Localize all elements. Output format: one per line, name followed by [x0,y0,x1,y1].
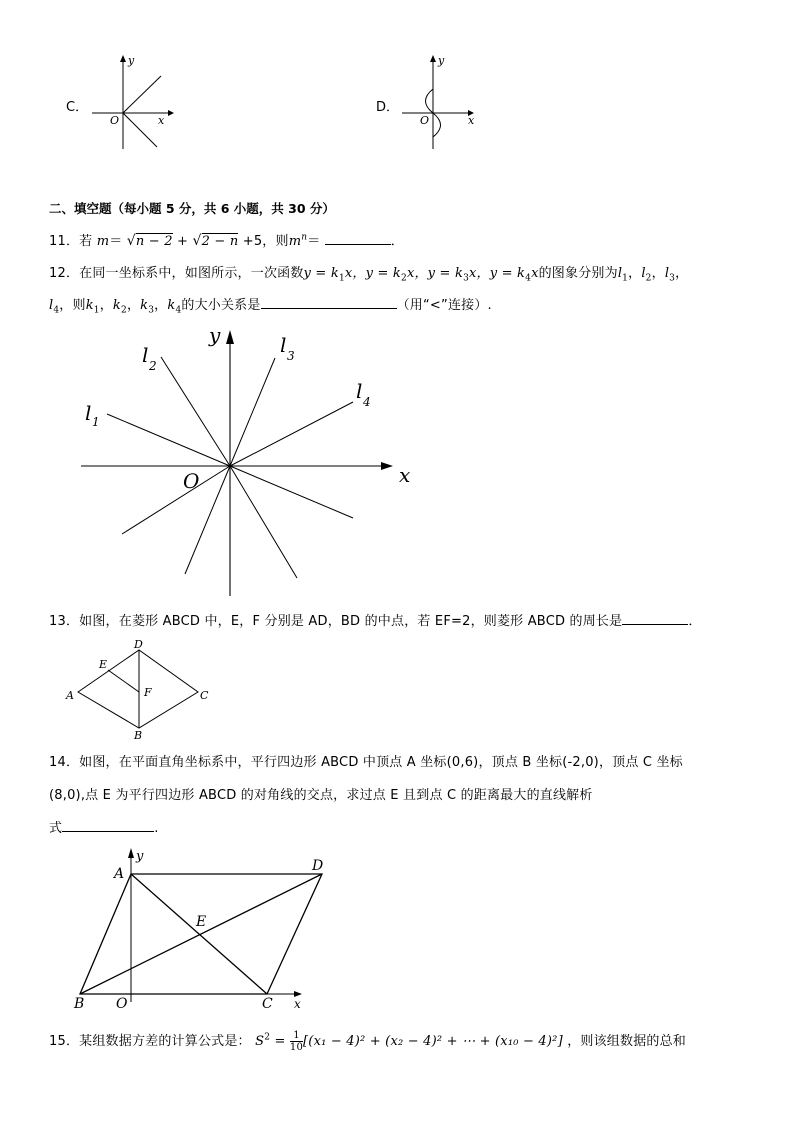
question-11: 11．若 m＝ √n − 2 + √2 − n +5，则$m^n=$ ． [49,232,404,249]
fig12-y-label: y [209,323,221,347]
fig14-label-e: E [196,914,207,930]
sqrt-icon: √ [126,233,136,249]
option-c-graph [90,55,180,155]
question-13: 13．如图，在菱形 ABCD 中，E，F 分别是 AD，BD 的中点，若 EF=2，则菱形 ABCD 的周长是 ． [49,614,702,629]
question-14-line1: 14．如图，在平面直角坐标系中，平行四边形 ABCD 中顶点 A 坐标(0,6)，顶点 B 坐标(-2,0)，顶点 C 坐标 [49,755,683,770]
fig13-label-b: B [134,729,143,742]
fig12-l1-label: l [85,401,92,425]
question-12-line2: $l_4$，则$k_1$，$k_2$，$k_3$，$k_4$的大小关系是 （用“<”连接）. [49,298,492,316]
question-14-line3: 式 . [49,821,159,836]
fig12-l4-label: l [356,379,363,403]
fig14-label-c: C [262,996,273,1012]
fig14-label-o: O [116,996,128,1012]
option-d-origin: O [420,114,430,127]
fig12-l1-sub: 1 [92,415,100,429]
option-c-label: C． [66,100,89,115]
answer-blank-14[interactable] [62,819,154,832]
section-heading: 二、填空题（每小题 5 分，共 6 小题，共 30 分） [49,201,335,216]
figure-13-rhombus [60,636,220,742]
option-c-axis-x: x [158,114,165,127]
fig14-label-x: x [294,997,301,1011]
fig12-origin-label: O [183,469,200,493]
option-d-graph [400,55,490,155]
option-d-label: D． [376,100,400,115]
question-15: 15．某组数据方差的计算公式是： $S^2$ = $\frac{1}{10}$ [(x₁ − 4)² + (x₂ − 4)² + ⋯ + (x₁₀ − 4)²] ，则该组数据的总和 [49,1030,686,1053]
sqrt-icon: √ [192,233,202,249]
figure-12-lines [75,320,425,600]
fig12-l2-label: l [142,343,149,367]
fig14-label-y: y [136,849,144,864]
fig14-label-d: D [312,858,324,874]
fig12-x-label: x [399,463,411,487]
fig12-l3-label: l [280,333,287,357]
fig13-label-e: E [99,658,108,671]
option-c-axis-y: y [128,54,135,67]
fraction-1-10: $\frac{1}{10}$ [289,1030,304,1053]
fig12-l4-sub: 4 [363,395,371,409]
fig14-label-b: B [74,996,85,1012]
answer-blank-13[interactable] [622,612,688,625]
figure-14-parallelogram [70,844,324,1014]
answer-blank-12[interactable] [261,296,397,309]
fig13-label-f: F [144,686,152,699]
fig12-l3-sub: 3 [287,349,295,363]
fig13-label-a: A [66,689,74,702]
option-d-axis-y: y [438,54,445,67]
fig14-label-a: A [114,866,125,882]
question-14-line2: (8,0),点 E 为平行四边形 ABCD 的对角线的交点，求过点 E 且到点 C 的距离最大的直线解析 [49,788,593,803]
answer-blank-11[interactable] [325,232,391,245]
fig13-label-c: C [200,689,209,702]
fig13-label-d: D [134,638,143,651]
fig12-l2-sub: 2 [149,359,157,373]
option-d-axis-x: x [468,114,475,127]
question-12-line1: 12．在同一坐标系中，如图所示，一次函数$y = k_1x$，$y = k_2x$，$y = k_3x$，$y = k_4x$的图象分别为$l_1$，$l_2$，$l_3$， [49,266,689,284]
option-c-origin: O [110,114,120,127]
